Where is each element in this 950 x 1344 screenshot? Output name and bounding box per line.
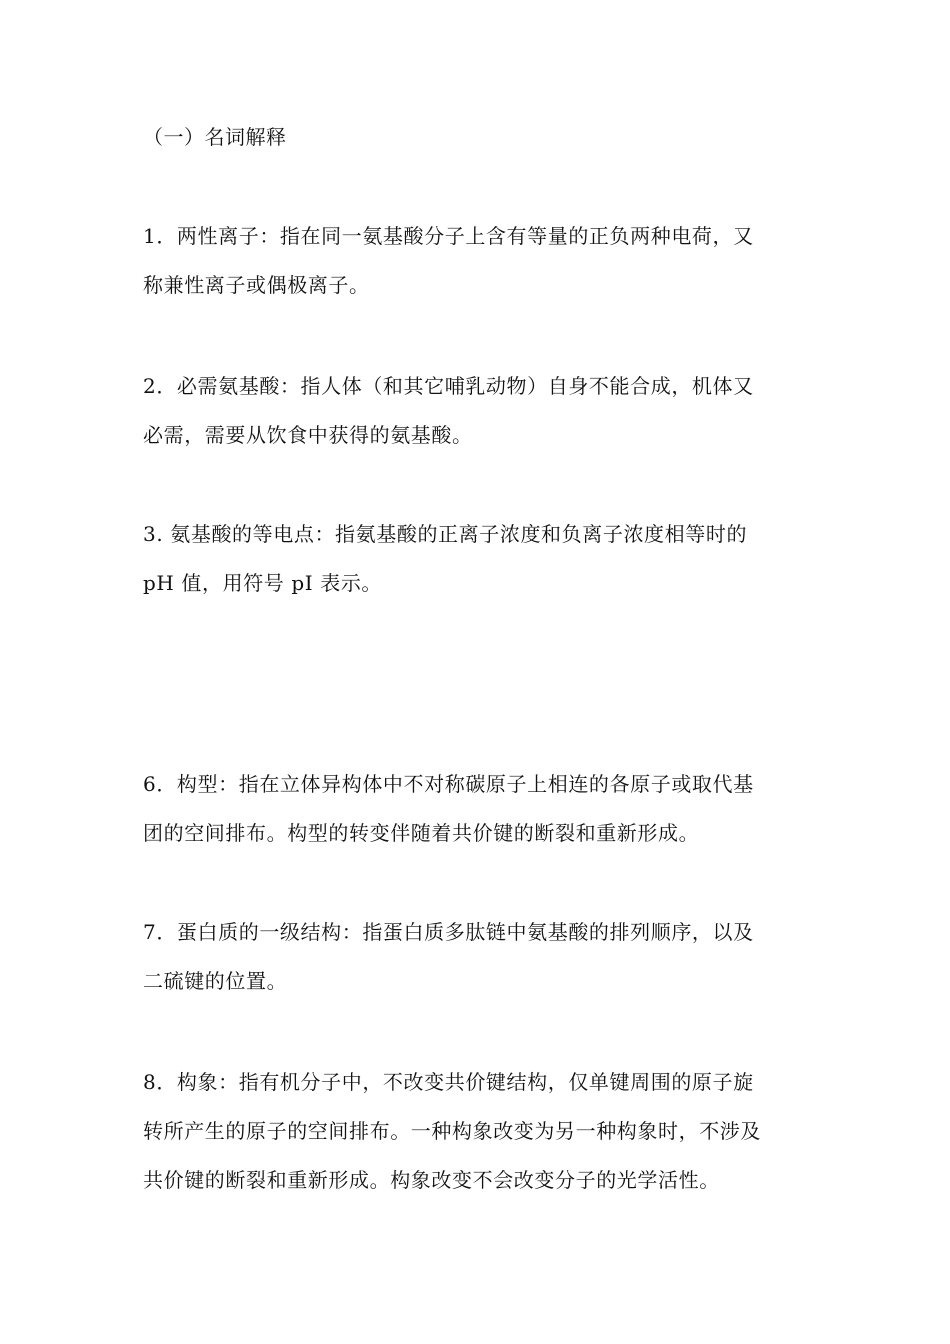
paragraph-line: 1．两性离子：指在同一氨基酸分子上含有等量的正负两种电荷，又 [143, 224, 754, 248]
paragraph-line: 共价键的断裂和重新形成。构象改变不会改变分子的光学活性。 [143, 1168, 720, 1192]
definition-primary-structure [143, 908, 813, 1006]
paragraph-line: 必需，需要从饮食中获得的氨基酸。 [143, 423, 473, 447]
section-heading: （一）名词解释 [143, 125, 287, 149]
definition-conformation [143, 1058, 813, 1205]
paragraph-line: 2．必需氨基酸：指人体（和其它哺乳动物）自身不能合成，机体又 [143, 374, 754, 398]
definition-configuration [143, 760, 813, 858]
definition-zwitterion [143, 212, 813, 310]
definition-essential-amino-acid [143, 362, 813, 460]
paragraph-line: 二硫键的位置。 [143, 969, 288, 993]
paragraph-line: 称兼性离子或偶极离子。 [143, 273, 370, 297]
paragraph-line: 8．构象：指有机分子中，不改变共价键结构，仅单键周围的原子旋 [143, 1070, 754, 1094]
paragraph-line: pH 值，用符号 pI 表示。 [143, 571, 383, 595]
paragraph-line: 6．构型：指在立体异构体中不对称碳原子上相连的各原子或取代基 [143, 772, 754, 796]
paragraph-line: 团的空间排布。构型的转变伴随着共价键的断裂和重新形成。 [143, 821, 700, 845]
paragraph-line: 7．蛋白质的一级结构：指蛋白质多肽链中氨基酸的排列顺序，以及 [143, 920, 754, 944]
paragraph-line: 3. 氨基酸的等电点：指氨基酸的正离子浓度和负离子浓度相等时的 [143, 522, 748, 546]
definition-isoelectric-point [143, 510, 813, 608]
paragraph-line: 转所产生的原子的空间排布。一种构象改变为另一种构象时，不涉及 [143, 1119, 761, 1143]
